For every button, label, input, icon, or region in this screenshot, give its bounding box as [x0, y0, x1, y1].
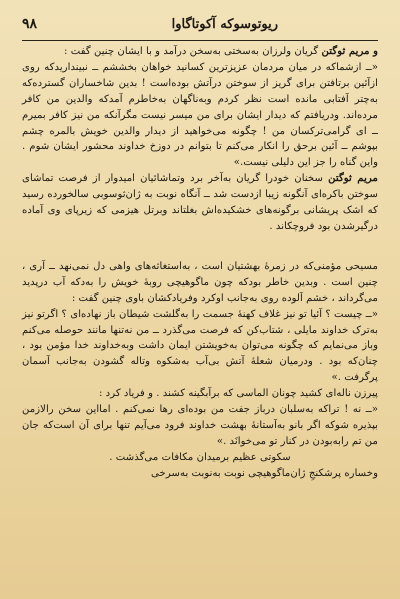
paragraph-text: پیرزن ناله‌ای کشید چونان الماسی که برآبگینه کشند . و فریاد کرد :	[99, 388, 378, 400]
paragraph	[22, 60, 378, 171]
paragraph-text: گریان ولرزان به‌سختی به‌سخن درآمد و با ایشان چنین گفت :	[64, 46, 322, 57]
paragraph	[22, 386, 378, 402]
page-number: ۹۸	[22, 16, 38, 32]
paragraph	[22, 307, 378, 387]
paragraph	[22, 171, 378, 235]
paragraph-text: «ــ چیست ؟ آئیا تو نیز غلاف کهنهٔ جسمت را به‌گلشت شیطان باز نهاده‌ای ؟ اگرتو نیز به‌ترک خداوند مایلی ، شتاب‌کن که فرصت می‌گذرد ــ من نه‌تنها مانند حوصله می‌کنم وباز می‌نمایم که چگونه می‌توان به‌خویشتن ایمان داشت وبه‌خداوند خدا مؤمن بود ، چنان‌که بود . ودرمیان شعلهٔ آتش بی‌آب به‌شکوه وتاله گشودن به‌جانب آسمان پرگرفت .»	[22, 308, 378, 384]
paragraph	[22, 259, 378, 307]
paragraph-text: وخساره پرشکنجِ ژان‌ماگوهیچی نوبت به‌نوبت به‌سرخی	[151, 467, 378, 479]
paragraph-text: «ــ ازشماکه در میان مردمان عزیزترین کسانید خواهان بخششم ــ نبینداریدکه روی ازآئین برتافتن برای گریز از سوختن درآتش بوده‌است ! بدین شاخساران گسترده‌که به‌چتر آفتابی مانده است نظر کردم وبه‌ناگهان به‌خاطرم آمدکه والدین من کافر مرده‌اند. ودریافتم که دیدار ایشان برای من میسر نیست مگرآنکه من نیز کافر بمیرم ــ ای گرامی‌ترکسان من ! چگونه می‌خواهید از دیدار والدین خویش بالمره چشم بپوشم ــ آئین برحق را انکار می‌کنم تا بتوانم در دوزخ خداوند محشور ایشان شوم . واین گناه را جز این دلیلی نیست.»	[22, 61, 378, 169]
section-gap	[22, 235, 378, 259]
paragraph	[22, 450, 378, 466]
character-name: مریم ثوگتن	[328, 172, 378, 185]
running-title: ریوتوسوکه آکوتاگاوا	[171, 17, 278, 32]
paragraph-text: «ــ نه ! تراکه به‌سلبان درباز جفت من بوده‌ای رها نمی‌کنم . امااین سخن رالازمن بپذیره شوکه اگر بانو به‌آستانهٔ بهشت خداوند فرود می‌آیم تنها برای آن است‌که جان من تم رابه‌بودن در کنار تو می‌خوانَد .»	[22, 404, 378, 447]
paragraph	[22, 402, 378, 450]
paragraph-text: سخنان خودرا گریان به‌آخر برد وتماشائیان امیدوار از فرصت تماشای سوختن باکره‌ای آنگونه زیبا ازدست شد ــ آنگاه نوبت به ژان‌ثوسوبی سالخورده رسید که اشک پریشانی برگونه‌های خشکیده‌اش بغلتاند وبرتل هیزمی که زیرپای وی آماده درگیرشدن بود فروچکاند .	[22, 173, 378, 232]
paragraph-text: مسیحی مؤمنی‌که در زمرهٔ بهشتیان است ، به‌استغاثه‌های واهی دل نمی‌نهد ــ آری ، چنین است . وبدین خاطر بودکه چون ماگوهیچی روبهٔ خویش را به‌دکه آب درپدید می‌گرداند ، خشم آلوده روی به‌جانب اوکرد وفریادکشان باوی چنین گفت :	[22, 260, 378, 304]
paragraph-text: سکوتی عظیم برمیدان مکافات می‌گذشت .	[109, 451, 291, 463]
page-header	[22, 14, 378, 41]
page-body	[22, 44, 378, 593]
paragraph	[22, 44, 378, 60]
paragraph	[22, 466, 378, 482]
character-name: و مریم ثوگتن	[321, 45, 378, 57]
